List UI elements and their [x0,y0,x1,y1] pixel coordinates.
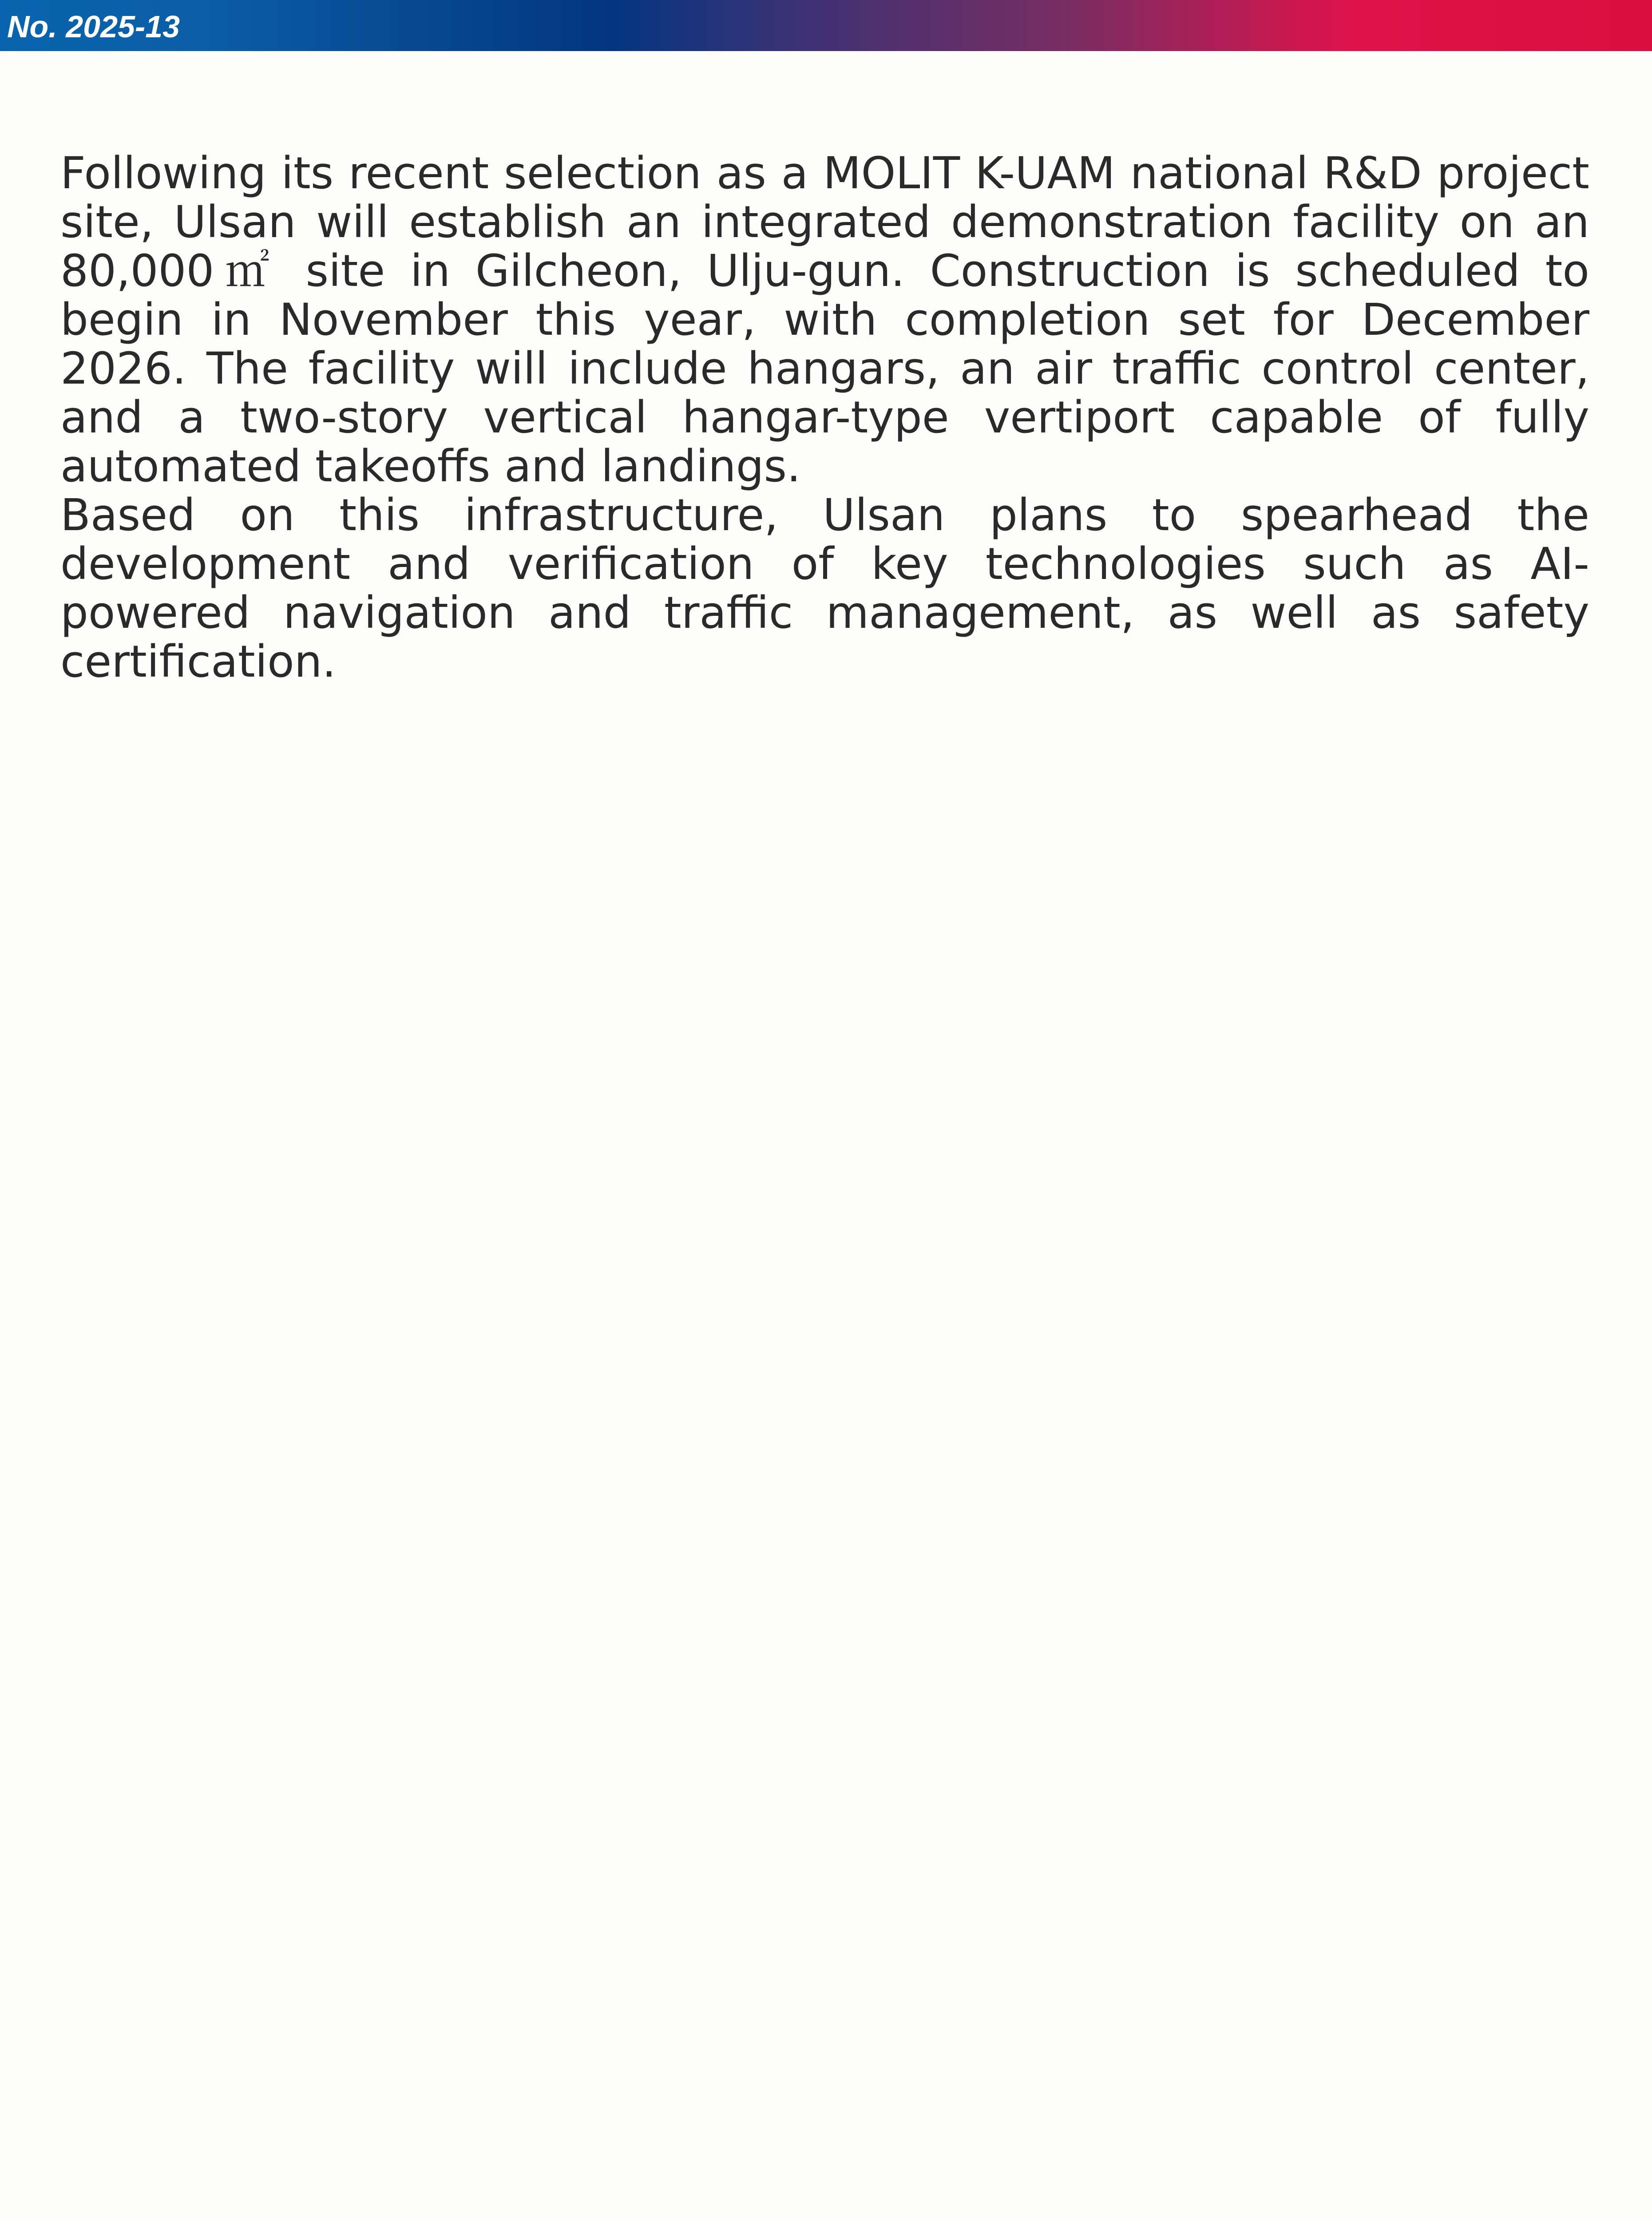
article-paragraph-2: Based on this infrastructure, Ulsan plans to spearhead the development and verification of key technologies such as AI-powered navigation and traffic management, as well as safety certification. [60,490,1589,687]
issue-number: No. 2025-13 [7,9,180,44]
article-paragraph-1: Following its recent selection as a MOLIT K-UAM national R&D project site, Ulsan will establish an integrated demonstration facility on an 80,000㎡ site in Gilcheon, Ulju-gun. Construction is scheduled to begin in November this year, with completion set for December 2026. The facility will include hangars, an air traffic control center, and a two-story vertical hangar-type vertiport capable of fully automated takeoffs and landings. [60,148,1589,492]
header-bar [0,0,1652,51]
article-body [60,149,1589,686]
